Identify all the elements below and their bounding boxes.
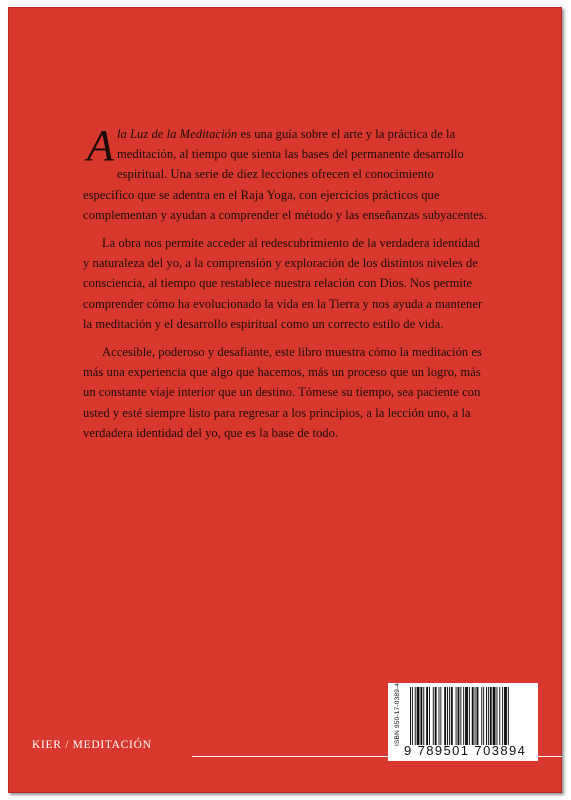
barcode-digits: 9 789501 703894: [404, 743, 527, 758]
description-text: [83, 121, 488, 451]
dropcap-letter: A: [87, 121, 114, 170]
publisher-series-label: KIER / MEDITACIÓN: [32, 739, 152, 751]
isbn-number: ISBN 950-17-0389-4: [394, 682, 401, 746]
book-title-italic: la Luz de la Meditación: [116, 127, 238, 141]
paragraph-1: [83, 121, 488, 225]
paragraph-1-body: es una guía sobre el arte y la práctica de la meditación, al tiempo que sienta las bases del permanente desarrollo espiritual. Una serie de diez lecciones ofrecen el conocimiento específico que se adentra en el Raja Yoga, con ejercicios prácticos que complementan y ayudan a comprender el método y las enseñanzas subyacentes.: [83, 127, 488, 222]
paragraph-3: Accesible, poderoso y desafiante, este libro muestra cómo la meditación es más una experiencia que algo que hacemos, más un proceso que un logro, más un constante viaje interior que un destino. Tómese su tiempo, sea paciente con usted y esté siempre listo para regresar a los principios, a la lección uno, a la verdadera identidad del yo, que es la base de todo.: [83, 345, 482, 440]
paragraph-2: La obra nos permite acceder al redescubrimiento de la verdadera identidad y naturaleza del yo, a la comprensión y exploración de los distintos niveles de consciencia, al tiempo que restablece nuestra relación con Dios. Nos permite comprender cómo ha evolucionado la vida en la Tierra y nos ayuda a mantener la meditación y el desarrollo espiritual como un correcto estilo de vida.: [83, 236, 483, 331]
barcode-icon: [410, 687, 532, 745]
barcode-panel: [388, 683, 538, 761]
